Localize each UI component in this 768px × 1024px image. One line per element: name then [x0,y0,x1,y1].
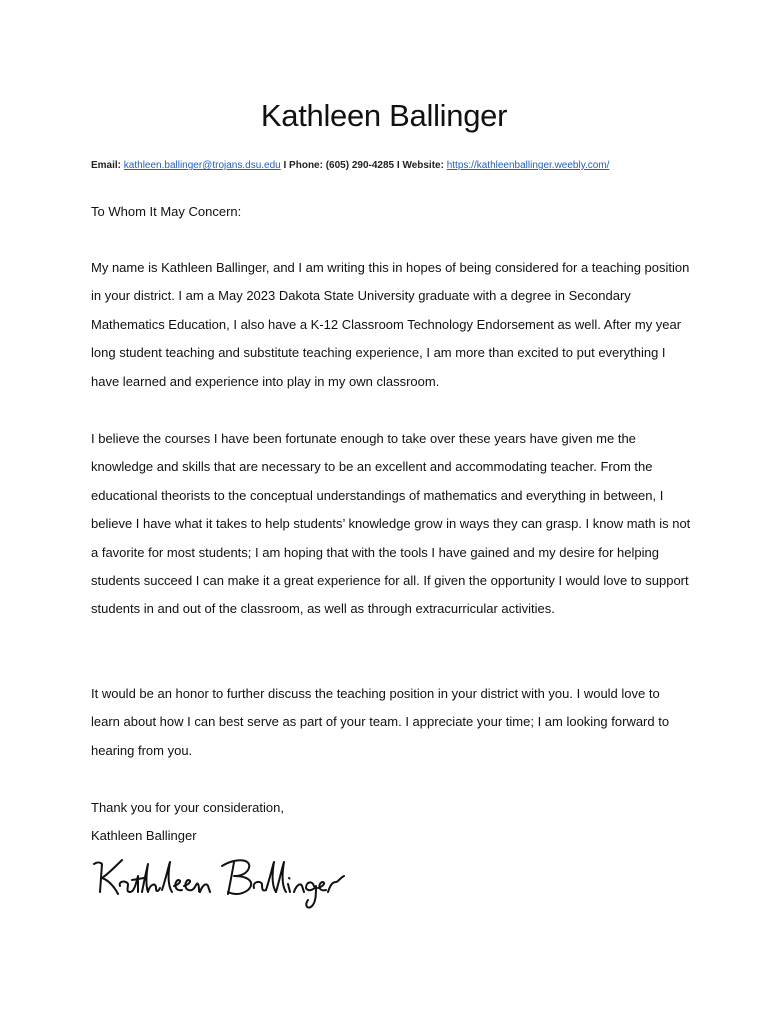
handwritten-signature [88,848,388,912]
email-label: Email: [91,160,122,171]
closing-line: Thank you for your consideration, [91,800,284,815]
paragraph-intro: My name is Kathleen Ballinger, and I am writing this in hopes of being considered for a teaching position in your district. I am a May 2023 Dakota State University graduate with a degree in Secondary Mathematics Education, I also have a K-12 Classroom Technology Endorsement as well. After my year long student teaching and substitute teaching experience, I am more than excited to put everything I have learned and experience into play in my own classroom. [91,260,690,389]
website-link[interactable]: https://kathleenballinger.weebly.com/ [446,160,610,171]
closing-name: Kathleen Ballinger [91,828,197,843]
email-link[interactable]: kathleen.ballinger@trojans.dsu.edu [123,160,281,171]
paragraph-qualifications: I believe the courses I have been fortunate enough to take over these years have given me the knowledge and skills that are necessary to be an excellent and accommodating teacher. From the educational theorists to the conceptual understandings of mathematics and everything in between, I believe I have what it takes to help students’ knowledge grow in ways they can grasp. I know math is not a favorite for most students; I am hoping that with the tools I have gained and my desire for helping students succeed I can make it a great experience for all. If given the opportunity I would love to support students in and out of the classroom, as well as through extracurricular activities. [91,431,691,617]
paragraph-closing: It would be an honor to further discuss the teaching position in your district with you. I would love to learn about how I can best serve as part of your team. I appreciate your time; I am looking forward to hearing from you. [91,686,670,758]
closing-block [91,794,691,850]
phone-website-text: I Phone: (605) 290-4285 I Website: [280,160,447,171]
letter-title: Kathleen Ballinger [260,98,508,133]
contact-line [91,158,731,174]
salutation: To Whom It May Concern: [91,204,242,219]
